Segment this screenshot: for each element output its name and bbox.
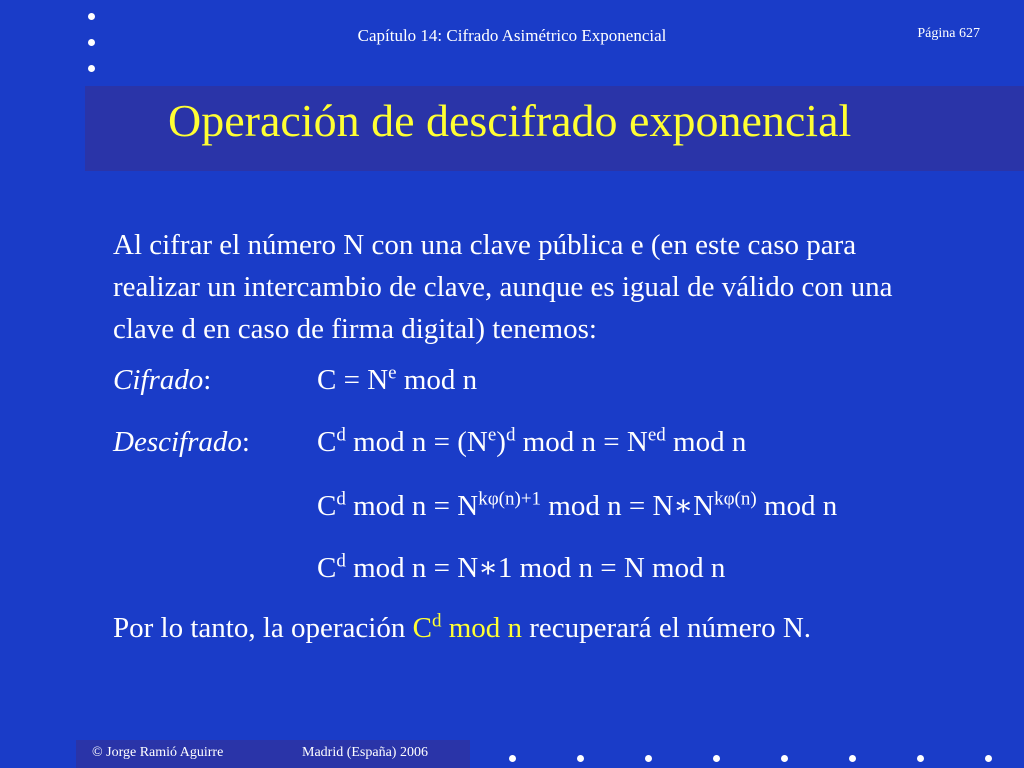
slide-title: Operación de descifrado exponencial [168,95,852,146]
intro-paragraph: Al cifrar el número N con una clave pública e (en este caso para realizar un intercambio de clave, aunque es igual de válido con una clave d en caso de firma digital) tenemos: [113,229,893,345]
descifrado-formula-3: $C^d$ mod n = N∗1 mod n = N mod n [317,550,726,584]
chapter-header: Capítulo 14: Cifrado Asimétrico Exponencial [357,26,667,45]
page-number: Página 627 [917,26,980,41]
cifrado-label: Cifrado: [113,364,212,396]
conclusion-line: Por lo tanto, la operación $C^d$ mod n recuperará el número N. [113,610,812,644]
footer-place: Madrid (España) 2006 [302,745,428,760]
descifrado-label: Descifrado: [113,426,250,458]
highlighted-formula: $C^d$ mod n [412,610,522,644]
descifrado-formula-2: $C^d$ mod $n = N^{k\varphi(n)+1}$ mod $n = N∗N^{k\varphi(n)}$ mod n [317,488,838,522]
footer-author: © Jorge Ramió Aguirre [92,745,224,760]
cifrado-formula: $C = N^e$ mod n [317,362,478,396]
descifrado-formula-1: $C^d$ mod $n = (N^e)^d$ mod $n = N^{ed}$ mod n [317,424,747,458]
